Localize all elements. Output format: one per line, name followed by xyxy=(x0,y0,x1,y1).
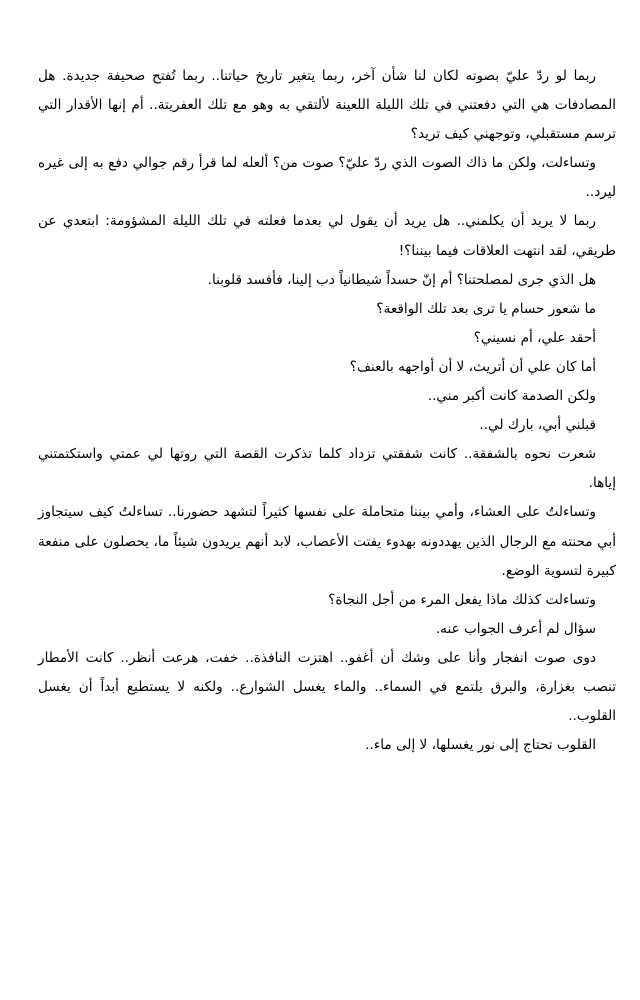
paragraph: أما كان علي أن أتريث، لا أن أواجهه بالعنف؟ xyxy=(349,358,596,375)
paragraph: ولكن الصدمة كانت أكبر مني.. xyxy=(427,388,596,405)
paragraph: شعرت نحوه بالشفقة.. كانت شفقتي تزداد كلما تذكرت القصة التي روتها لي عمتي واستكتمتني إياها. xyxy=(38,446,616,492)
paragraph: وتساءلت كذلك ماذا يفعل المرء من أجل النجاة؟ xyxy=(328,591,596,608)
paragraph: وتساءلتُ على العشاء، وأمي بيننا متحاملة على نفسها كثيراً لتشهد حضورنا.. تساءلتُ كيف سيتجاوز أبي محنته مع الرجال الذين يهددونه بهدوء يفتت الأعصاب، لابد أنهم يريدون شيئاً ما، يحصلون على منفعة كبيرة لتسوية الوضع. xyxy=(38,504,616,579)
paragraph: ما شعور حسام يا ترى بعد تلك الواقعة؟ xyxy=(376,300,596,317)
paragraph: وتساءلت، ولكن ما ذاك الصوت الذي ردّ عليّ؟ صوت من؟ ألعله لما قرأ رقم جوالي دفع به إلى غيره ليرد.. xyxy=(38,155,616,201)
paragraph: ربما لو ردّ عليّ بصوته لكان لنا شأن آخر، ربما يتغير تاريخ حياتنا.. ربما تُفتح صحيفة جديدة. هل المصادفات هي التي دفعتني في تلك الليلة اللعينة لألتقي به وهو مع تلك العفريتة.. أم إنها الأقدار التي ترسم مستقبلي، وتوجهني كيف تريد؟ xyxy=(38,68,616,143)
paragraph: أحقد علي، أم نسيني؟ xyxy=(473,329,596,346)
document-body xyxy=(38,62,616,760)
paragraph: دوى صوت انفجار وأنا على وشك أن أغفو.. اهتزت النافذة.. خفت، هرعت أنظر.. كانت الأمطار تنصب بغزارة، والبرق يلتمع في السماء.. والماء يغسل الشوارع.. ولكنه لا يستطيع أبداً أن يغسل القلوب.. xyxy=(38,649,616,725)
paragraph: سؤال لم أعرف الجواب عنه. xyxy=(435,620,596,637)
paragraph: قبلني أبي، بارك لي.. xyxy=(479,417,596,434)
paragraph: هل الذي جرى لمصلحتنا؟ أم إنّ حسداً شيطانياً دب إلينا، فأفسد قلوبنا. xyxy=(207,271,596,288)
paragraph: ربما لا يريد أن يكلمني.. هل يريد أن يقول لي بعدما فعلته في تلك الليلة المشؤومة: ابتعدي عن طريقي، لقد انتهت العلاقات فيما بيننا؟! xyxy=(38,213,616,259)
paragraph: القلوب تحتاج إلى نور يغسلها، لا إلى ماء.. xyxy=(365,737,596,754)
